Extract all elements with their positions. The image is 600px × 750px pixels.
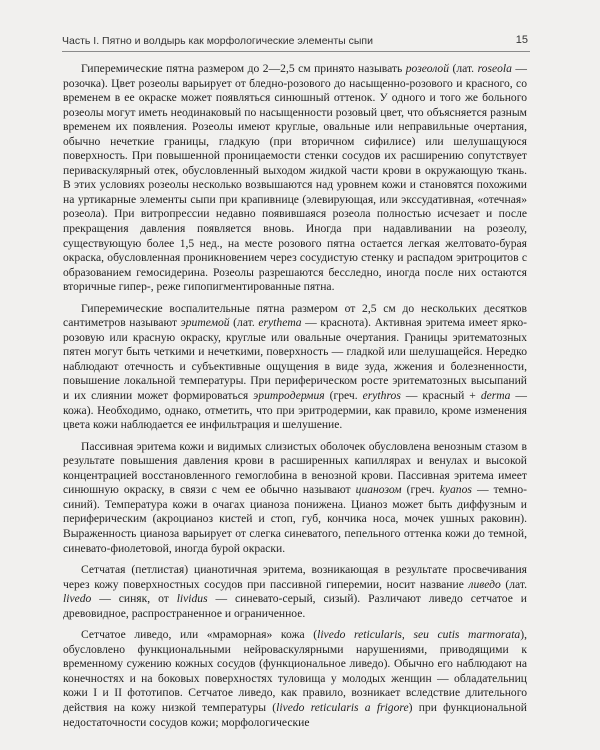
text-run: Пассивная эритема кожи и видимых слизистых оболочек обусловлена венозным стазом в результате повышения давления крови в расширенных капиллярах и венулах и высокой концентрацией восстановленного гемоглобина в венозной крови. Пассивная эритема имеет синюшную окраску, в связи с чем ее обычно называют <box>63 439 527 497</box>
text-run: — синевато-серый, сизый). Различают ливедо сетчатое и древовидное, распространенное и ограниченное. <box>63 592 527 620</box>
text-run: — темно-синий). Температура кожи в очагах цианоза понижена. Цианоз может быть диффузным и периферическим (акроцианоз кистей и стоп, губ, кончика носа, мочек ушных раковин). Выраженность цианоза варьирует от слегка синеватого, пепельного оттенка кожи до темной, синевато-фиолетовой, иногда бурой окраски. <box>63 483 527 555</box>
italic-term: livedo reticularis, seu cutis marmorata <box>317 628 521 642</box>
italic-term: розеолой <box>405 62 450 75</box>
italic-term: erythema <box>258 316 302 330</box>
text-run: (лат. <box>500 577 527 591</box>
text-run: — красный + <box>400 389 481 403</box>
text-run: — синяк, от <box>91 592 177 606</box>
page-body <box>63 62 527 730</box>
text-run: — кожа). Необходимо, однако, отметить, что при эритродермии, как правило, кроме изменения цвета кожи наблюдается ее инфильтрация и шелушение. <box>63 389 528 432</box>
text-run: (лат. <box>229 316 259 330</box>
text-run: Сетчатое ливедо, или «мраморная» кожа ( <box>81 628 318 642</box>
paragraph-4 <box>63 563 527 621</box>
text-run: Гиперемические пятна размером до 2—2,5 см принято называть <box>81 62 406 75</box>
text-run: Гиперемические воспалительные пятна размером от 2,5 см до нескольких десятков сантиметров называют <box>63 301 527 330</box>
paragraph-5 <box>63 628 527 730</box>
italic-term: livedo <box>63 592 92 606</box>
italic-term: ливедо <box>468 577 501 591</box>
italic-term: kyanos <box>439 483 472 497</box>
italic-term: derma <box>480 389 511 403</box>
paragraph-1 <box>63 62 527 295</box>
text-run: ), обусловлено функциональными нейроваскулярными нарушениями, приводящими к временному сужению кожных сосудов (функциональное ливедо). Обычно его наблюдают на конечностях и на боковых поверхностях туловища у молодых женщин — обладательниц кожи I и II фототипов. Сетчатое ливедо, как правило, возникает вследствие длительного действия на кожу низкой температуры ( <box>63 628 527 714</box>
text-run: Сетчатая (петлистая) цианотичная эритема, возникающая в результате просвечивания через кожу поверхностных сосудов при пассивной гиперемии, носит название <box>63 563 527 591</box>
text-run: (греч. <box>401 483 440 497</box>
italic-term: эритемой <box>180 316 230 330</box>
text-run: (греч. <box>324 389 363 403</box>
running-header <box>62 33 530 52</box>
italic-term: эритродермия <box>253 389 325 403</box>
paragraph-3 <box>63 440 527 556</box>
text-run: ) при функциональной недостаточности сосудов кожи; морфологические <box>63 700 527 729</box>
page-number: 15 <box>515 34 528 46</box>
italic-term: erythros <box>362 389 401 403</box>
running-header-title: Часть I. Пятно и волдырь как морфологические элементы сыпи <box>62 35 373 47</box>
italic-term: цианозом <box>355 483 402 497</box>
italic-term: livedo reticularis a frigore <box>276 700 409 714</box>
italic-term: roseola <box>477 62 512 75</box>
text-run: — краснота). Активная эритема имеет ярко-розовую или красную окраску, круглые или овальные очертания. Границы эритематозных пятен могут быть четкими и нечеткими, поверхность — гладкой или шелушащейся. Нередко наблюдают отечность и субъективные ощущения в виде зуда, жжения и болезненности, повышение локальной температуры. При периферическом росте эритематозных высыпаний и их слиянии может формироваться <box>63 316 527 403</box>
text-run: (лат. <box>449 62 478 75</box>
italic-term: lividus <box>176 592 208 606</box>
paragraph-2 <box>63 302 527 433</box>
text-run: — розочка). Цвет розеолы варьирует от бледно-розового до насыщенно-розового и красного, со временем в ее окраске может появляться синюшный оттенок. У одного и того же больного розеолы могут иметь неодинаковый по насыщенности розовый цвет, что объясняется разным временем их появления. Розеолы имеют круглые, овальные или неправильные очертания, обычно нечеткие границы, гладкую (при вторичном сифилисе) или шелушащуюся поверхность. При повышенной проницаемости стенки сосудов их расширению сопутствует периваскулярный отек, обусловленный выходом жидкой части крови в окружающую ткань. В этих условиях розеолы несколько возвышаются над уровнем кожи и становятся похожими на уртикарные элементы сыпи при крапивнице (элевирующая, или экссудативная, «отечная» розеола). При витропрессии недавно появившаяся розеола полностью исчезает и после прекращения давления появляется вновь. Иногда при надавливании на розеолу, существующую более 1,5 нед., на месте розового пятна остается легкая желтовато-бурая окраска, обусловленная проникновением через сосудистую стенку и распадом эритроцитов с образованием гемосидерина. Розеолы разрешаются бесследно, иногда после них остаются вторичные гипер-, реже гипопигментированные пятна. <box>63 62 527 294</box>
